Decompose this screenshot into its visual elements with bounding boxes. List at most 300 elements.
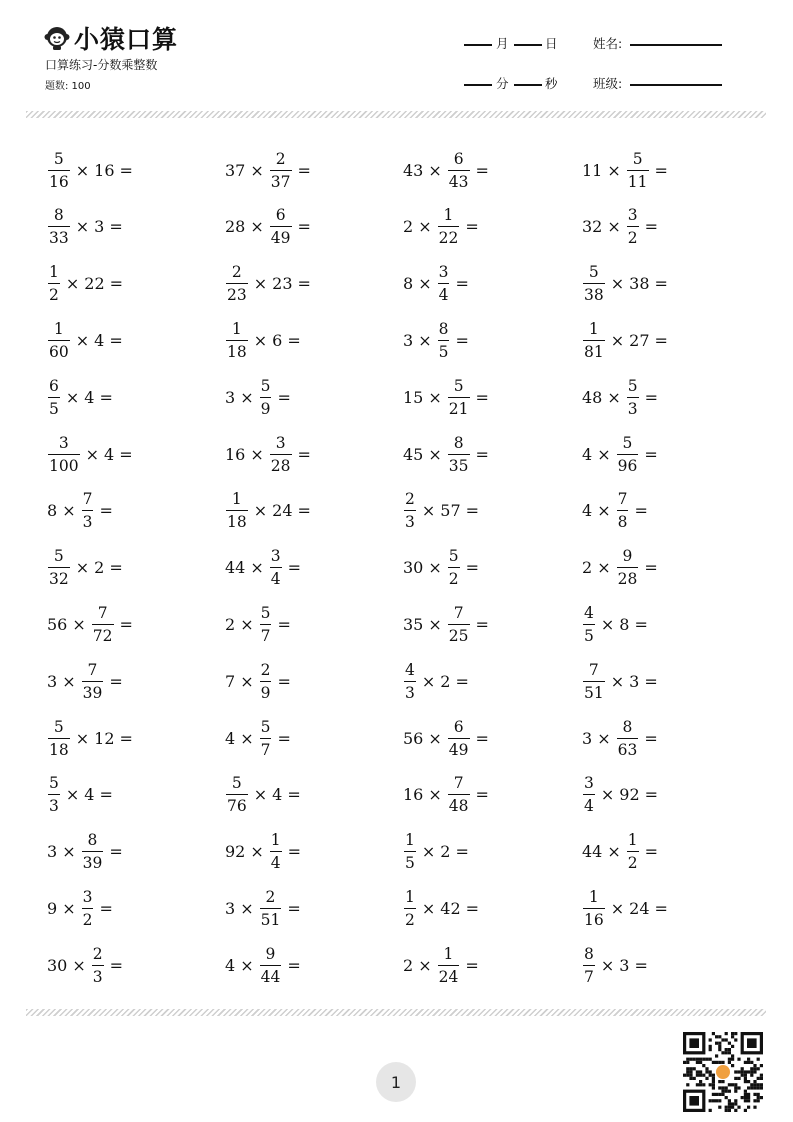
integer-operand: 4 — [84, 387, 95, 407]
problem-item — [402, 773, 493, 817]
fraction — [617, 490, 629, 531]
fraction-numerator: 5 — [231, 774, 242, 793]
problem-item — [224, 546, 305, 590]
equals-sign: = — [99, 898, 113, 918]
times-sign: × — [250, 444, 264, 464]
equals-sign: = — [465, 217, 479, 237]
times-sign: × — [610, 330, 625, 350]
equals-sign: = — [297, 274, 311, 294]
equals-sign: = — [455, 274, 469, 294]
problem-item — [581, 205, 662, 249]
times-sign: × — [253, 330, 268, 350]
fraction — [583, 320, 605, 361]
equals-sign: = — [634, 614, 648, 634]
equals-sign: = — [465, 558, 480, 578]
fraction-denominator: 4 — [270, 570, 281, 589]
fraction-denominator: 2 — [627, 229, 638, 248]
fraction-bar — [82, 908, 94, 909]
times-sign: × — [240, 728, 254, 748]
integer-operand: 57 — [440, 501, 461, 521]
integer-operand: 3 — [94, 217, 105, 237]
times-sign: × — [428, 387, 442, 407]
fraction — [260, 718, 272, 759]
equals-sign: = — [109, 217, 123, 237]
fraction-numerator: 1 — [627, 831, 638, 850]
fraction-numerator: 8 — [87, 831, 98, 850]
integer-operand: 44 — [225, 558, 246, 578]
fraction-bar — [617, 738, 639, 739]
fraction — [82, 490, 94, 531]
times-sign: × — [421, 671, 436, 691]
fraction-numerator: 1 — [49, 263, 59, 282]
problem-item — [46, 830, 127, 874]
fraction-bar — [92, 965, 104, 966]
fraction-denominator: 11 — [627, 172, 648, 191]
times-sign: × — [62, 671, 76, 691]
fraction-numerator: 7 — [617, 490, 628, 509]
problem-item — [46, 716, 137, 760]
times-sign: × — [65, 274, 80, 294]
fraction-numerator: 5 — [627, 376, 638, 395]
times-sign: × — [240, 955, 254, 975]
fraction-denominator: 4 — [438, 286, 449, 305]
fraction — [270, 831, 282, 872]
fraction — [82, 888, 94, 929]
problem-item — [581, 773, 662, 817]
times-sign: × — [253, 785, 268, 805]
equals-sign: = — [644, 728, 658, 748]
month-label: 月 — [496, 36, 509, 51]
fraction — [583, 774, 595, 815]
fraction-denominator: 4 — [270, 854, 281, 873]
problem-item — [46, 886, 117, 930]
fraction-denominator: 3 — [82, 513, 93, 532]
fraction — [438, 263, 450, 304]
equals-sign: = — [475, 160, 489, 180]
fraction-bar — [617, 510, 629, 511]
fraction-denominator: 7 — [260, 740, 271, 759]
equals-sign: = — [475, 614, 489, 634]
fraction-bar — [617, 454, 639, 455]
fraction-numerator: 3 — [584, 774, 594, 793]
times-sign: × — [607, 842, 621, 862]
times-sign: × — [421, 501, 436, 521]
integer-operand: 24 — [272, 501, 293, 521]
fraction-numerator: 1 — [588, 887, 599, 906]
fraction-bar — [448, 170, 470, 171]
times-sign: × — [418, 274, 432, 294]
equals-sign: = — [644, 671, 658, 691]
fraction — [404, 888, 416, 929]
times-sign: × — [240, 671, 254, 691]
equals-sign: = — [297, 217, 311, 237]
times-sign: × — [421, 898, 436, 918]
fraction — [404, 831, 416, 872]
problem-item — [46, 375, 117, 419]
fraction — [48, 206, 70, 247]
fraction-denominator: 39 — [82, 854, 103, 873]
equals-sign: = — [475, 387, 489, 407]
times-sign: × — [607, 217, 621, 237]
fraction-numerator: 2 — [275, 149, 286, 168]
equals-sign: = — [277, 614, 291, 634]
equals-sign: = — [475, 785, 489, 805]
times-sign: × — [428, 728, 442, 748]
fraction-numerator: 2 — [92, 944, 103, 963]
fraction-bar — [627, 226, 639, 227]
fraction-numerator: 3 — [82, 887, 93, 906]
integer-operand: 2 — [94, 558, 105, 578]
fraction — [448, 434, 470, 475]
times-sign: × — [428, 785, 442, 805]
times-sign: × — [75, 728, 90, 748]
minute-field[interactable] — [464, 84, 492, 86]
fraction — [627, 150, 649, 191]
fraction — [438, 320, 450, 361]
fraction — [438, 945, 460, 986]
integer-operand: 56 — [47, 614, 68, 634]
fraction-denominator: 100 — [49, 456, 79, 475]
problem-item — [224, 602, 295, 646]
problem-item — [46, 489, 117, 533]
fraction-numerator: 7 — [97, 603, 108, 622]
times-sign: × — [72, 955, 86, 975]
fraction — [92, 604, 114, 645]
fraction-denominator: 3 — [405, 513, 415, 532]
integer-operand: 24 — [629, 898, 650, 918]
fraction-bar — [260, 681, 272, 682]
fraction-numerator: 5 — [448, 547, 459, 566]
integer-operand: 92 — [225, 842, 246, 862]
fraction-bar — [627, 170, 649, 171]
times-sign: × — [65, 387, 80, 407]
fraction-bar — [270, 170, 292, 171]
integer-operand: 8 — [403, 274, 414, 294]
fraction — [48, 150, 70, 191]
fraction-numerator: 5 — [260, 717, 271, 736]
fraction-numerator: 7 — [453, 603, 464, 622]
fraction-bar — [48, 170, 70, 171]
fraction — [617, 718, 639, 759]
name-label: 姓名: — [593, 36, 623, 51]
problem-item — [402, 659, 473, 703]
fraction-numerator: 9 — [622, 547, 633, 566]
fraction-numerator: 1 — [231, 490, 242, 509]
fraction — [260, 604, 272, 645]
integer-operand: 16 — [225, 444, 246, 464]
fraction-bar — [404, 510, 416, 511]
fraction-denominator: 81 — [584, 342, 604, 361]
fraction-denominator: 49 — [270, 229, 291, 248]
fraction — [448, 774, 470, 815]
problem-item — [402, 262, 473, 306]
problem-item — [46, 659, 127, 703]
problem-item — [224, 830, 305, 874]
fraction-bar — [448, 794, 470, 795]
fraction — [92, 945, 104, 986]
fraction-denominator: 4 — [584, 797, 594, 816]
fraction — [627, 206, 639, 247]
times-sign: × — [428, 160, 442, 180]
fraction-numerator: 5 — [49, 774, 59, 793]
equals-sign: = — [287, 785, 301, 805]
fraction — [448, 150, 470, 191]
integer-operand: 48 — [582, 387, 603, 407]
fraction — [226, 490, 248, 531]
problem-item — [224, 943, 305, 987]
fraction-numerator: 1 — [231, 319, 242, 338]
fraction — [48, 718, 70, 759]
fraction-numerator: 3 — [275, 433, 286, 452]
fraction — [404, 661, 416, 702]
fraction — [627, 831, 639, 872]
fraction-denominator: 76 — [227, 797, 247, 816]
fraction-denominator: 9 — [260, 683, 271, 702]
fraction-numerator: 1 — [270, 831, 281, 850]
equals-sign: = — [634, 501, 648, 521]
fraction-numerator: 6 — [453, 149, 464, 168]
fraction-numerator: 6 — [49, 376, 59, 395]
name-field[interactable] — [630, 44, 722, 46]
fraction-bar — [617, 567, 639, 568]
fraction — [270, 150, 292, 191]
integer-operand: 30 — [47, 955, 68, 975]
integer-operand: 44 — [582, 842, 603, 862]
fraction-bar — [226, 794, 248, 795]
fraction-numerator: 7 — [453, 774, 464, 793]
problem-item — [581, 148, 672, 192]
fraction-bar — [438, 226, 460, 227]
fraction-bar — [404, 908, 416, 909]
integer-operand: 6 — [272, 330, 283, 350]
times-sign: × — [250, 217, 264, 237]
fraction-bar — [438, 283, 450, 284]
bottom-divider — [26, 1009, 766, 1016]
problem-item — [402, 602, 493, 646]
fraction-denominator: 2 — [405, 910, 415, 929]
fraction-numerator: 5 — [53, 547, 64, 566]
fraction-denominator: 2 — [627, 854, 638, 873]
problem-item — [224, 262, 315, 306]
fraction-numerator: 8 — [584, 944, 594, 963]
fraction-bar — [583, 340, 605, 341]
problem-item — [581, 432, 662, 476]
fraction — [617, 547, 639, 588]
times-sign: × — [421, 842, 436, 862]
integer-operand: 43 — [403, 160, 424, 180]
times-sign: × — [610, 274, 625, 294]
times-sign: × — [610, 898, 625, 918]
integer-operand: 45 — [403, 444, 424, 464]
equals-sign: = — [119, 160, 133, 180]
problem-item — [402, 830, 473, 874]
integer-operand: 28 — [225, 217, 246, 237]
integer-operand: 30 — [403, 558, 424, 578]
fraction-bar — [448, 567, 460, 568]
fraction-denominator: 3 — [627, 399, 638, 418]
fraction-bar — [48, 454, 80, 455]
fraction-numerator: 8 — [622, 717, 633, 736]
fraction-bar — [627, 397, 639, 398]
fraction-bar — [92, 624, 114, 625]
times-sign: × — [72, 614, 86, 634]
integer-operand: 38 — [629, 274, 650, 294]
second-label: 秒 — [545, 76, 558, 91]
equals-sign: = — [297, 501, 311, 521]
integer-operand: 2 — [440, 671, 451, 691]
second-field[interactable] — [514, 84, 542, 86]
integer-operand: 8 — [619, 614, 630, 634]
fraction-bar — [260, 738, 272, 739]
equals-sign: = — [455, 330, 469, 350]
times-sign: × — [428, 614, 442, 634]
fraction-denominator: 5 — [584, 626, 594, 645]
integer-operand: 16 — [94, 160, 115, 180]
problem-item — [581, 375, 662, 419]
equals-sign: = — [119, 728, 133, 748]
fraction — [48, 774, 60, 815]
fraction-denominator: 25 — [448, 626, 469, 645]
problem-item — [46, 318, 127, 362]
fraction-denominator: 32 — [49, 570, 69, 589]
fraction — [48, 547, 70, 588]
fraction — [270, 434, 292, 475]
problem-item — [224, 205, 315, 249]
fraction-numerator: 2 — [260, 660, 271, 679]
month-field[interactable] — [464, 44, 492, 46]
day-field[interactable] — [514, 44, 542, 46]
fraction-bar — [448, 454, 470, 455]
fraction — [48, 320, 70, 361]
times-sign: × — [600, 785, 615, 805]
fraction — [260, 377, 272, 418]
integer-operand: 4 — [225, 728, 236, 748]
problem-item — [46, 262, 127, 306]
integer-operand: 2 — [440, 842, 451, 862]
fraction-denominator: 9 — [260, 399, 271, 418]
times-sign: × — [240, 614, 254, 634]
equals-sign: = — [277, 671, 291, 691]
problem-item — [581, 659, 662, 703]
problem-count: 题数: 100 — [45, 81, 91, 92]
fraction — [448, 604, 470, 645]
equals-sign: = — [297, 160, 311, 180]
fraction-bar — [260, 397, 272, 398]
integer-operand: 2 — [403, 955, 414, 975]
fraction-bar — [627, 851, 639, 852]
integer-operand: 32 — [582, 217, 603, 237]
integer-operand: 4 — [582, 444, 593, 464]
problem-item — [581, 546, 662, 590]
times-sign: × — [428, 558, 442, 578]
fraction-bar — [260, 624, 272, 625]
times-sign: × — [250, 558, 264, 578]
fraction — [82, 831, 104, 872]
integer-operand: 16 — [403, 785, 424, 805]
problem-item — [581, 830, 662, 874]
fraction-numerator: 3 — [627, 206, 638, 225]
fraction-denominator: 51 — [584, 683, 604, 702]
day-label: 日 — [545, 36, 558, 51]
times-sign: × — [597, 728, 611, 748]
fraction-denominator: 24 — [438, 967, 459, 986]
top-divider — [26, 111, 766, 118]
fraction-bar — [48, 738, 70, 739]
problem-item — [402, 716, 493, 760]
fraction-denominator: 35 — [448, 456, 469, 475]
integer-operand: 92 — [619, 785, 640, 805]
equals-sign: = — [109, 330, 123, 350]
equals-sign: = — [119, 444, 133, 464]
times-sign: × — [597, 444, 611, 464]
times-sign: × — [240, 387, 254, 407]
times-sign: × — [607, 160, 621, 180]
fraction — [48, 377, 60, 418]
fraction-numerator: 1 — [53, 319, 64, 338]
fraction-bar — [82, 851, 104, 852]
integer-operand: 3 — [47, 671, 58, 691]
fraction-denominator: 49 — [448, 740, 469, 759]
times-sign: × — [75, 160, 90, 180]
integer-operand: 9 — [47, 898, 58, 918]
fraction-bar — [270, 226, 292, 227]
fraction-denominator: 2 — [448, 570, 459, 589]
fraction-denominator: 7 — [260, 626, 271, 645]
class-field[interactable] — [630, 84, 722, 86]
equals-sign: = — [287, 955, 301, 975]
integer-operand: 4 — [582, 501, 593, 521]
fraction-bar — [438, 340, 450, 341]
fraction-bar — [583, 681, 605, 682]
integer-operand: 3 — [629, 671, 640, 691]
times-sign: × — [418, 217, 432, 237]
integer-operand: 3 — [403, 330, 414, 350]
fraction — [404, 490, 416, 531]
fraction-denominator: 48 — [448, 797, 469, 816]
fraction-bar — [260, 965, 282, 966]
monkey-icon — [44, 25, 70, 51]
fraction-numerator: 1 — [443, 944, 454, 963]
fraction-numerator: 5 — [453, 376, 464, 395]
fraction-denominator: 16 — [584, 910, 604, 929]
integer-operand: 4 — [84, 785, 95, 805]
problem-item — [46, 546, 127, 590]
times-sign: × — [65, 785, 80, 805]
integer-operand: 15 — [403, 387, 424, 407]
problem-item — [46, 148, 137, 192]
fraction-numerator: 7 — [82, 490, 93, 509]
integer-operand: 4 — [272, 785, 283, 805]
times-sign: × — [607, 387, 621, 407]
equals-sign: = — [475, 444, 489, 464]
problem-item — [402, 943, 483, 987]
equals-sign: = — [109, 955, 124, 975]
problem-item — [224, 489, 315, 533]
times-sign: × — [240, 898, 254, 918]
problem-item — [46, 602, 137, 646]
equals-sign: = — [455, 671, 469, 691]
times-sign: × — [62, 842, 76, 862]
fraction-denominator: 18 — [227, 342, 247, 361]
fraction-numerator: 6 — [275, 206, 286, 225]
page-number: 1 — [376, 1062, 416, 1102]
problem-item — [581, 886, 672, 930]
fraction-denominator: 28 — [617, 570, 638, 589]
equals-sign: = — [465, 898, 480, 918]
integer-operand: 12 — [94, 728, 115, 748]
class-label: 班级: — [593, 76, 623, 91]
fraction-numerator: 5 — [53, 149, 64, 168]
